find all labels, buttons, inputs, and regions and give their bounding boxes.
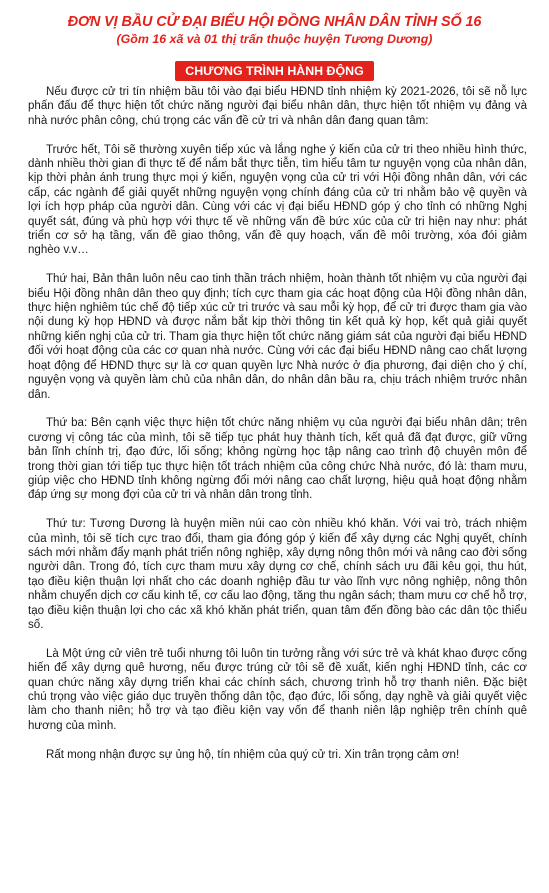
document-body bbox=[28, 85, 527, 762]
paragraph-fourth: Thứ tư: Tương Dương là huyện miền núi cao còn nhiều khó khăn. Với vai trò, trách nhiệm của mình, tôi sẽ tích cực trao đổi, tham gia đóng góp ý kiến để xây dựng các Nghị quyết, chính sách mới nhằm đẩy mạnh phát triển nông nghiệp, xây dựng nông thôn mới và nâng cao đời sống người dân. Trong đó, tích cực tham mưu xây dựng cơ chế, chính sách ưu đãi kêu gọi, thu hút, tạo điều kiện thuận lợi nhất cho các doanh nghiệp đầu tư vào lĩnh vực nông nghiệp, nông thôn nhằm chuyển dịch cơ cấu kinh tế, cơ cấu lao động, tăng thu ngân sách; tham mưu cơ chế hỗ trợ, tạo điều kiện thuận lợi cho các xã khó khăn phát triển, quan tâm đến đồng bào các dân tộc thiểu số. bbox=[28, 518, 527, 631]
document-header bbox=[0, 13, 549, 47]
document-subtitle: (Gồm 16 xã và 01 thị trấn thuộc huyện Tương Dương) bbox=[116, 32, 433, 46]
paragraph-closing: Rất mong nhận được sự ủng hộ, tín nhiệm của quý cử tri. Xin trân trọng cảm ơn! bbox=[46, 748, 460, 761]
paragraph-first: Trước hết, Tôi sẽ thường xuyên tiếp xúc và lắng nghe ý kiến của cử tri theo nhiều hình thức, dành nhiều thời gian đi thực tế để nắm bắt thực tiễn, tìm hiểu tâm tư nguyện vọng của nhân dân, kịp thời phản ánh trung thực mọi ý kiến, nguyện vọng của cử tri với Hội đồng nhân dân, với các cấp, các ngành để giải quyết những nguyện vọng chính đáng của cử tri nhằm bảo vệ quyền và lợi ích hợp pháp của người dân. Cùng với các vị đại biểu HĐND góp ý cho tỉnh có những Nghị quyết sát, đúng và phù hợp với thực tế về những vấn đề bức xúc của cử tri hiện nay như: phát triển cơ sở hạ tầng, vấn đề giao thông, vấn đề quy hoạch, vấn đề môi trường, xóa đói giảm nghèo v.v… bbox=[28, 143, 527, 257]
paragraph-third: Thứ ba: Bên cạnh việc thực hiện tốt chức năng nhiệm vụ của người đại biểu nhân dân; trên cương vị công tác của mình, tôi sẽ tiếp tục phát huy thành tích, kết quả đã đạt được, giữ vững bản lĩnh chính trị, đạo đức, lối sống; không ngừng học tập nâng cao trình độ chuyên môn để trong thời gian tới tiếp tục thực hiện tốt trách nhiệm của công chức Nhà nước, đó là: tham mưu, giúp việc cho HĐND tỉnh không ngừng đổi mới nâng cao chất lượng, hiệu quả hoạt động nhằm đáp ứng sự mong đợi của cử tri và nhân dân trong tỉnh. bbox=[28, 417, 527, 502]
paragraph-youth: Là Một ứng cử viên trẻ tuổi nhưng tôi luôn tin tưởng rằng với sức trẻ và khát khao được cống hiến để xây dựng quê hương, nếu được trúng cử tôi sẽ đề xuất, kiến nghị HĐND tỉnh, các cơ quan chức năng xây dựng triển khai các chính sách, chương trình hỗ trợ thanh niên. Đặc biệt chú trọng vào việc giáo dục truyền thống dân tộc, đạo đức, lối sống, dạy nghề và giải quyết việc làm cho thanh niên; hỗ trợ và tạo điều kiện vay vốn để thanh niên lập nghiệp trên chính quê hương của mình. bbox=[28, 647, 527, 732]
paragraph-intro: Nếu được cử tri tín nhiệm bầu tôi vào đại biểu HĐND tỉnh nhiệm kỳ 2021-2026, tôi sẽ nỗ lực phấn đấu để thực hiện tốt chức năng người đại biểu nhân dân, thực hiện tốt nhiệm vụ đảng và nhà nước phân công, chú trọng các vấn đề cử tri và nhân dân đang quan tâm: bbox=[28, 86, 527, 127]
banner-container bbox=[0, 61, 549, 81]
paragraph-second: Thứ hai, Bản thân luôn nêu cao tinh thần trách nhiệm, hoàn thành tốt nhiệm vụ của người đại biểu Hội đồng nhân dân theo quy định; tích cực tham gia các hoạt động của Hội đồng nhân dân, thực hiện nghiêm túc chế độ tiếp xúc cử tri trước và sau mỗi kỳ họp, để cử tri được tham gia vào nội dung kỳ họp HĐND và được nắm bắt kịp thời thông tin kết quả kỳ họp, kết quả giải quyết những kiến nghị của cử tri. Tham gia thực hiện tốt chức năng giám sát của người đại biểu HĐND đối với hoạt động của các cơ quan nhà nước. Cùng với các đại biểu HĐND nâng cao chất lượng hoạt động để HĐND thực sự là cơ quan quyền lực Nhà nước ở địa phương, đại diện cho ý chí, nguyện vọng và quyền làm chủ của nhân dân, do nhân dân bầu ra, chịu trách nhiệm trước nhân dân. bbox=[28, 273, 527, 401]
document-title: ĐƠN VỊ BẦU CỬ ĐẠI BIỂU HỘI ĐỒNG NHÂN DÂN TỈNH SỐ 16 bbox=[67, 14, 482, 30]
action-program-banner: CHƯƠNG TRÌNH HÀNH ĐỘNG bbox=[175, 61, 373, 81]
